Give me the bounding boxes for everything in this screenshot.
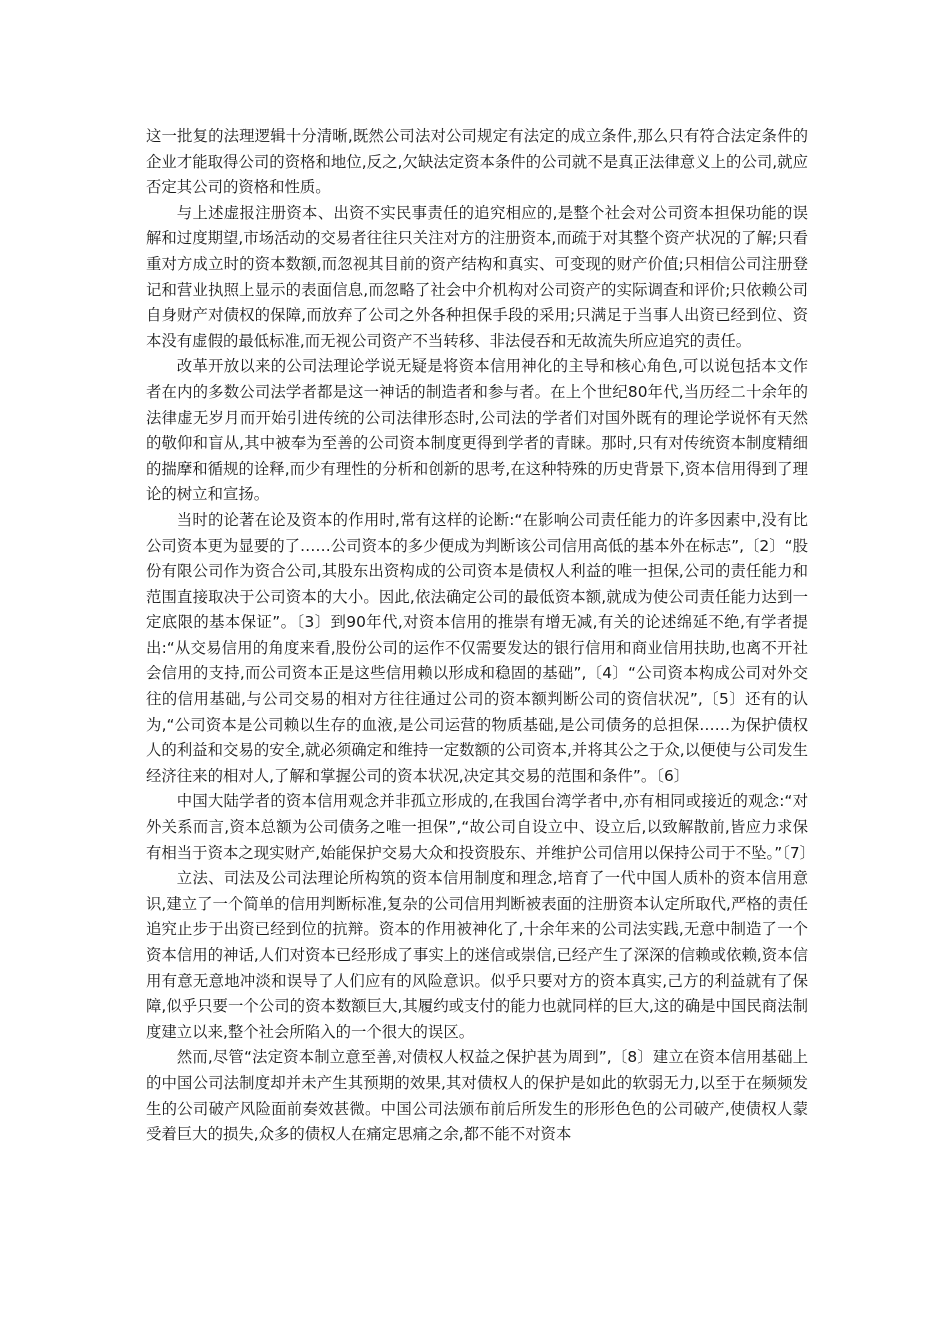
paragraph-7: 然而,尽管“法定资本制立意至善,对债权人权益之保护甚为周到”,〔8〕建立在资本信用基础上的中国公司法制度却并未产生其预期的效果,其对债权人的保护是如此的软弱无力,以至于在频频发生的公司破产风险面前奏效甚微。中国公司法颁布前后所发生的形形色色的公司破产,使债权人蒙受着巨大的损失,众多的债权人在痛定思痛之余,都不能不对资本 bbox=[146, 1048, 808, 1144]
paragraph-4: 当时的论著在论及资本的作用时,常有这样的论断:“在影响公司责任能力的许多因素中,没有比公司资本更为显要的了……公司资本的多少便成为判断该公司信用高低的基本外在标志”,〔2〕“股份有限公司作为资合公司,其股东出资构成的公司资本是债权人利益的唯一担保,公司的责任能力和范围直接取决于公司资本的大小。因此,依法确定公司的最低资本额,就成为使公司责任能力达到一定底限的基本保证”。〔3〕到90年代,对资本信用的推崇有增无减,有关的论述绵延不绝,有学者提出:“从交易信用的角度来看,股份公司的运作不仅需要发达的银行信用和商业信用扶助,也离不开社会信用的支持,而公司资本正是这些信用赖以形成和稳固的基础”,〔4〕“公司资本构成公司对外交往的信用基础,与公司交易的相对方往往通过公司的资本额判断公司的资信状况”,〔5〕还有的认为,“公司资本是公司赖以生存的血液,是公司运营的物质基础,是公司债务的总担保……为保护债权人的利益和交易的安全,就必须确定和维持一定数额的公司资本,并将其公之于众,以便使与公司发生经济往来的相对人,了解和掌握公司的资本状况,决定其交易的范围和条件”。〔6〕 bbox=[146, 510, 808, 785]
paragraph-6: 立法、司法及公司法理论所构筑的资本信用制度和理念,培育了一代中国人质朴的资本信用意识,建立了一个简单的信用判断标准,复杂的公司信用判断被表面的注册资本认定所取代,严格的责任追究止步于出资已经到位的抗辩。资本的作用被神化了,十余年来的公司法实践,无意中制造了一个资本信用的神话,人们对资本已经形成了事实上的迷信或崇信,已经产生了深深的信赖或依赖,资本信用有意无意地冲淡和误导了人们应有的风险意识。似乎只要对方的资本真实,己方的利益就有了保障,似乎只要一个公司的资本数额巨大,其履约或支付的能力也就同样的巨大,这的确是中国民商法制度建立以来,整个社会所陷入的一个很大的误区。 bbox=[146, 869, 808, 1041]
paragraph-2: 与上述虚报注册资本、出资不实民事责任的追究相应的,是整个社会对公司资本担保功能的误解和过度期望,市场活动的交易者往往只关注对方的注册资本,而疏于对其整个资产状况的了解;只看重对方成立时的资本数额,而忽视其目前的资产结构和真实、可变现的财产价值;只相信公司注册登记和营业执照上显示的表面信息,而忽略了社会中介机构对公司资产的实际调查和评价;只依赖公司自身财产对债权的保障,而放弃了公司之外各种担保手段的采用;只满足于当事人出资已经到位、资本没有虚假的最低标准,而无视公司资产不当转移、非法侵吞和无故流失所应追究的责任。 bbox=[146, 203, 808, 350]
paragraph-3: 改革开放以来的公司法理论学说无疑是将资本信用神化的主导和核心角色,可以说包括本文作者在内的多数公司法学者都是这一神话的制造者和参与者。在上个世纪80年代,当历经二十余年的法律虚无岁月而开始引进传统的公司法律形态时,公司法的学者们对国外既有的理论学说怀有天然的敬仰和盲从,其中被奉为至善的公司资本制度更得到学者的青睐。那时,只有对传统资本制度精细的揣摩和循规的诠释,而少有理性的分析和创新的思考,在这种特殊的历史背景下,资本信用得到了理论的树立和宣扬。 bbox=[146, 357, 808, 504]
document-body bbox=[146, 124, 816, 1148]
paragraph-1: 这一批复的法理逻辑十分清晰,既然公司法对公司规定有法定的成立条件,那么只有符合法定条件的企业才能取得公司的资格和地位,反之,欠缺法定资本条件的公司就不是真正法律意义上的公司,就应否定其公司的资格和性质。 bbox=[146, 127, 808, 197]
paragraph-5: 中国大陆学者的资本信用观念并非孤立形成的,在我国台湾学者中,亦有相同或接近的观念:“对外关系而言,资本总额为公司债务之唯一担保”,“故公司自设立中、设立后,以致解散前,皆应力求保有相当于资本之现实财产,始能保护交易大众和投资股东、并维护公司信用以保持公司于不坠。”〔7〕 bbox=[146, 792, 816, 862]
